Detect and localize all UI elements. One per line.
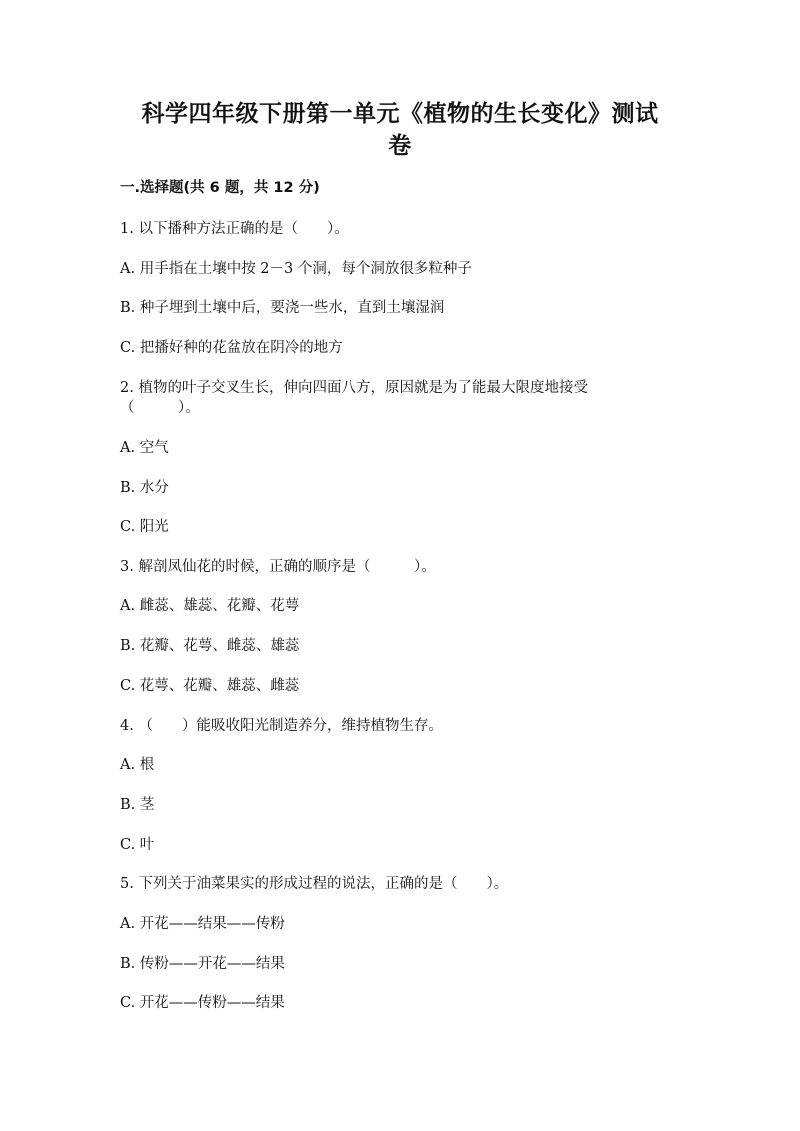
question-3-option-a: A. 雌蕊、雄蕊、花瓣、花萼	[120, 598, 300, 614]
section-heading: 一.选择题(共 6 题，共 12 分)	[120, 180, 320, 196]
question-2-option-b: B. 水分	[120, 480, 169, 496]
question-2-stem-continued: （ ）。	[120, 400, 200, 416]
question-4-option-c: C. 叶	[120, 837, 155, 853]
question-1-option-a: A. 用手指在土壤中按 2－3 个洞，每个洞放很多粒种子	[120, 261, 472, 277]
question-2-stem: 2. 植物的叶子交叉生长，伸向四面八方，原因就是为了能最大限度地接受	[120, 380, 588, 396]
question-4-option-a: A. 根	[120, 757, 155, 773]
question-1-option-b: B. 种子埋到土壤中后，要浇一些水，直到土壤湿润	[120, 300, 445, 316]
document-title-line-1: 科学四年级下册第一单元《植物的生长变化》测试	[141, 101, 659, 127]
question-5-option-a: A. 开花——结果——传粉	[120, 916, 285, 932]
question-5-option-c: C. 开花——传粉——结果	[120, 995, 285, 1011]
question-2-option-c: C. 阳光	[120, 519, 169, 535]
question-3-option-b: B. 花瓣、花萼、雌蕊、雄蕊	[120, 638, 300, 654]
question-4-stem: 4. （ ）能吸收阳光制造养分，维持植物生存。	[120, 718, 443, 734]
question-2-option-a: A. 空气	[120, 440, 169, 456]
question-4-option-b: B. 茎	[120, 797, 155, 813]
question-3-option-c: C. 花萼、花瓣、雄蕊、雌蕊	[120, 678, 300, 694]
question-3-stem: 3. 解剖凤仙花的时候，正确的顺序是（ ）。	[120, 559, 436, 575]
question-1-option-c: C. 把播好种的花盆放在阴冷的地方	[120, 340, 343, 356]
document-title-line-2: 卷	[388, 133, 412, 159]
question-1-stem: 1. 以下播种方法正确的是（ ）。	[120, 221, 349, 237]
question-5-option-b: B. 传粉——开花——结果	[120, 956, 285, 972]
question-5-stem: 5. 下列关于油菜果实的形成过程的说法，正确的是（ ）。	[120, 876, 509, 892]
